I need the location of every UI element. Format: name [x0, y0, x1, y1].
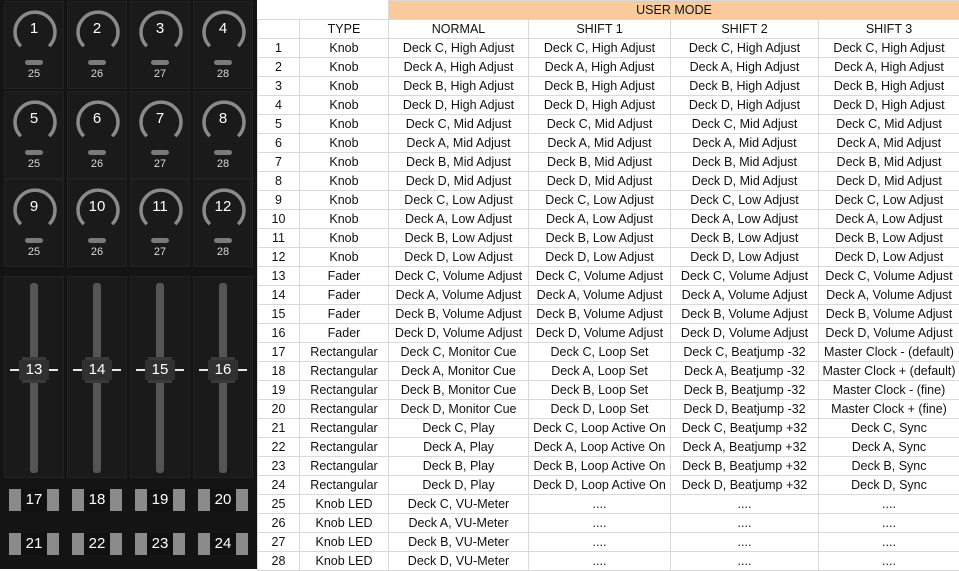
mapping-cell: Deck B, Volume Adjust — [389, 305, 529, 324]
mapping-cell: Deck D, High Adjust — [819, 96, 959, 115]
mapping-cell: .... — [529, 552, 671, 571]
type-cell: Fader — [300, 324, 389, 343]
table-row — [258, 115, 959, 134]
knob-led-indicator — [25, 238, 43, 243]
type-cell: Knob LED — [300, 514, 389, 533]
fader-number: 13 — [19, 360, 49, 380]
mapping-cell: Deck C, High Adjust — [671, 39, 819, 58]
table-row — [258, 495, 959, 514]
pad-number: 22 — [84, 533, 110, 555]
mapping-cell: Deck B, VU-Meter — [389, 533, 529, 552]
mapping-cell: Master Clock - (fine) — [819, 381, 959, 400]
fader[interactable] — [130, 276, 190, 478]
knob[interactable] — [67, 179, 127, 267]
table-row — [258, 286, 959, 305]
column-header: TYPE — [300, 20, 389, 39]
row-number: 8 — [258, 172, 300, 191]
mapping-cell: Deck B, Volume Adjust — [671, 305, 819, 324]
mapping-cell: Deck C, Play — [389, 419, 529, 438]
table-row — [258, 438, 959, 457]
table-row — [258, 343, 959, 362]
mapping-cell: Deck D, Volume Adjust — [819, 324, 959, 343]
mapping-cell: Deck A, Beatjump +32 — [671, 438, 819, 457]
knob-led-number: 25 — [5, 246, 63, 258]
header-empty-cell — [258, 20, 300, 39]
column-header-row — [258, 20, 959, 39]
type-cell: Rectangular — [300, 438, 389, 457]
knob-led-indicator — [151, 60, 169, 65]
row-number: 18 — [258, 362, 300, 381]
mapping-cell: Deck B, High Adjust — [819, 77, 959, 96]
row-number: 25 — [258, 495, 300, 514]
row-number: 26 — [258, 514, 300, 533]
table-row — [258, 457, 959, 476]
mapping-cell: Deck B, Monitor Cue — [389, 381, 529, 400]
mapping-cell: Deck C, High Adjust — [529, 39, 671, 58]
knob-led-number: 27 — [131, 158, 189, 170]
type-cell: Rectangular — [300, 343, 389, 362]
pad-number: 24 — [210, 533, 236, 555]
table-row — [258, 362, 959, 381]
mapping-cell: Deck B, Low Adjust — [389, 229, 529, 248]
type-cell: Knob — [300, 39, 389, 58]
mapping-cell: Deck C, Mid Adjust — [529, 115, 671, 134]
type-cell: Knob — [300, 115, 389, 134]
mapping-cell: Deck D, Low Adjust — [389, 248, 529, 267]
mapping-cell: Deck D, Low Adjust — [671, 248, 819, 267]
knob-led-number: 27 — [131, 68, 189, 80]
table-row — [258, 533, 959, 552]
type-cell: Knob — [300, 77, 389, 96]
knob-led-number: 25 — [5, 68, 63, 80]
type-cell: Knob — [300, 153, 389, 172]
table-row — [258, 229, 959, 248]
mapping-cell: Deck A, Low Adjust — [529, 210, 671, 229]
user-mode-header: USER MODE — [389, 1, 959, 20]
knob-led-number: 28 — [194, 246, 252, 258]
mapping-cell: Deck D, Low Adjust — [819, 248, 959, 267]
type-cell: Knob LED — [300, 552, 389, 571]
pad-number: 19 — [147, 489, 173, 511]
knob-number: 12 — [194, 198, 252, 215]
knob-number: 7 — [131, 110, 189, 127]
mapping-cell: Deck D, Mid Adjust — [819, 172, 959, 191]
table-row — [258, 267, 959, 286]
mapping-cell: Deck C, Loop Active On — [529, 419, 671, 438]
row-number: 17 — [258, 343, 300, 362]
table-row — [258, 400, 959, 419]
mapping-cell: Deck C, Loop Set — [529, 343, 671, 362]
mapping-cell: Deck A, Volume Adjust — [529, 286, 671, 305]
mapping-cell: Deck A, Mid Adjust — [819, 134, 959, 153]
mapping-cell: Deck C, High Adjust — [389, 39, 529, 58]
knob[interactable] — [4, 179, 64, 267]
knob-led-number: 28 — [194, 158, 252, 170]
row-number: 16 — [258, 324, 300, 343]
mapping-cell: .... — [819, 514, 959, 533]
knob-led-number: 25 — [5, 158, 63, 170]
table-row — [258, 381, 959, 400]
knob-number: 6 — [68, 110, 126, 127]
mapping-cell: Deck A, Mid Adjust — [389, 134, 529, 153]
mapping-cell: Deck A, Low Adjust — [819, 210, 959, 229]
column-header: SHIFT 1 — [529, 20, 671, 39]
type-cell: Knob — [300, 172, 389, 191]
mapping-cell: Deck B, High Adjust — [671, 77, 819, 96]
mapping-cell: Deck B, Mid Adjust — [529, 153, 671, 172]
mapping-cell: Deck B, Beatjump +32 — [671, 457, 819, 476]
row-number: 6 — [258, 134, 300, 153]
table-row — [258, 210, 959, 229]
type-cell: Rectangular — [300, 400, 389, 419]
mapping-cell: Deck B, Beatjump -32 — [671, 381, 819, 400]
pad-button[interactable] — [198, 533, 248, 555]
row-number: 12 — [258, 248, 300, 267]
mapping-cell: Deck A, Low Adjust — [671, 210, 819, 229]
mapping-cell: Deck A, Loop Set — [529, 362, 671, 381]
table-row — [258, 305, 959, 324]
mapping-cell: .... — [671, 514, 819, 533]
mapping-cell: Deck D, Volume Adjust — [671, 324, 819, 343]
knob-led-indicator — [214, 60, 232, 65]
row-number: 4 — [258, 96, 300, 115]
row-number: 1 — [258, 39, 300, 58]
mapping-cell: Deck D, VU-Meter — [389, 552, 529, 571]
type-cell: Knob LED — [300, 533, 389, 552]
mapping-cell: Deck A, High Adjust — [671, 58, 819, 77]
knob-led-number: 26 — [68, 158, 126, 170]
column-header: SHIFT 2 — [671, 20, 819, 39]
type-cell: Rectangular — [300, 476, 389, 495]
mapping-cell: Deck C, Beatjump +32 — [671, 419, 819, 438]
type-cell: Knob — [300, 248, 389, 267]
column-header: NORMAL — [389, 20, 529, 39]
pad-number: 17 — [21, 489, 47, 511]
knob[interactable] — [193, 1, 253, 89]
knob-led-number: 27 — [131, 246, 189, 258]
mapping-cell: Deck C, Volume Adjust — [819, 267, 959, 286]
column-header: SHIFT 3 — [819, 20, 959, 39]
mapping-cell: Deck D, High Adjust — [389, 96, 529, 115]
mapping-cell: Deck B, Low Adjust — [671, 229, 819, 248]
type-cell: Fader — [300, 286, 389, 305]
knob-number: 1 — [5, 20, 63, 37]
table-row — [258, 476, 959, 495]
row-number: 7 — [258, 153, 300, 172]
pad-number: 20 — [210, 489, 236, 511]
row-number: 21 — [258, 419, 300, 438]
knob-led-indicator — [214, 238, 232, 243]
mode-header-row — [258, 1, 959, 20]
mapping-cell: Deck B, Mid Adjust — [819, 153, 959, 172]
mapping-cell: Master Clock + (fine) — [819, 400, 959, 419]
fader-number: 15 — [145, 360, 175, 380]
mapping-cell: Deck A, Loop Active On — [529, 438, 671, 457]
knob-led-indicator — [25, 150, 43, 155]
table-row — [258, 172, 959, 191]
mapping-cell: Deck D, Volume Adjust — [389, 324, 529, 343]
mapping-cell: Deck A, Mid Adjust — [671, 134, 819, 153]
mapping-cell: Deck D, Loop Set — [529, 400, 671, 419]
knob-led-indicator — [88, 150, 106, 155]
mapping-cell: Deck C, Low Adjust — [819, 191, 959, 210]
type-cell: Knob LED — [300, 495, 389, 514]
table-row — [258, 514, 959, 533]
row-number: 2 — [258, 58, 300, 77]
mapping-cell: .... — [819, 552, 959, 571]
mapping-cell: Deck D, High Adjust — [529, 96, 671, 115]
mapping-cell: Deck C, Beatjump -32 — [671, 343, 819, 362]
knob-number: 5 — [5, 110, 63, 127]
mapping-cell: .... — [529, 495, 671, 514]
row-number: 3 — [258, 77, 300, 96]
mapping-table — [257, 0, 959, 571]
table-row — [258, 77, 959, 96]
mapping-cell: Deck B, Volume Adjust — [529, 305, 671, 324]
knob-number: 8 — [194, 110, 252, 127]
mapping-cell: Deck B, Loop Set — [529, 381, 671, 400]
pad-number: 21 — [21, 533, 47, 555]
table-row — [258, 39, 959, 58]
mapping-cell: Deck B, High Adjust — [389, 77, 529, 96]
mapping-cell: Deck C, Mid Adjust — [671, 115, 819, 134]
mapping-cell: Master Clock + (default) — [819, 362, 959, 381]
mapping-cell: Deck A, Low Adjust — [389, 210, 529, 229]
mapping-cell: Deck C, Monitor Cue — [389, 343, 529, 362]
knob-number: 4 — [194, 20, 252, 37]
table-row — [258, 419, 959, 438]
pad-button[interactable] — [9, 489, 59, 511]
knob-led-indicator — [25, 60, 43, 65]
knob-number: 2 — [68, 20, 126, 37]
knob-number: 10 — [68, 198, 126, 215]
mapping-cell: Deck C, Mid Adjust — [389, 115, 529, 134]
row-number: 15 — [258, 305, 300, 324]
pad-button[interactable] — [135, 489, 185, 511]
mapping-cell: Deck D, Mid Adjust — [529, 172, 671, 191]
knob[interactable] — [4, 1, 64, 89]
knob[interactable] — [130, 1, 190, 89]
type-cell: Knob — [300, 229, 389, 248]
mapping-cell: Deck B, Low Adjust — [529, 229, 671, 248]
mapping-cell: Master Clock - (default) — [819, 343, 959, 362]
table-row — [258, 324, 959, 343]
mapping-cell: Deck B, Loop Active On — [529, 457, 671, 476]
empty-cell — [258, 1, 389, 20]
knob-led-indicator — [151, 238, 169, 243]
knob-led-number: 26 — [68, 68, 126, 80]
pad-button[interactable] — [9, 533, 59, 555]
mapping-cell: Deck B, High Adjust — [529, 77, 671, 96]
mapping-cell: Deck D, Beatjump -32 — [671, 400, 819, 419]
fader[interactable] — [4, 276, 64, 478]
knob-led-indicator — [151, 150, 169, 155]
mapping-cell: Deck B, Low Adjust — [819, 229, 959, 248]
knob-number: 11 — [131, 198, 189, 215]
knob[interactable] — [67, 1, 127, 89]
mapping-cell: Deck A, Sync — [819, 438, 959, 457]
mapping-cell: Deck A, Volume Adjust — [389, 286, 529, 305]
knob[interactable] — [67, 91, 127, 179]
mapping-cell: .... — [819, 533, 959, 552]
row-number: 13 — [258, 267, 300, 286]
mapping-cell: Deck B, Mid Adjust — [389, 153, 529, 172]
mapping-cell: Deck A, VU-Meter — [389, 514, 529, 533]
table-row — [258, 191, 959, 210]
knob-number: 3 — [131, 20, 189, 37]
type-cell: Rectangular — [300, 381, 389, 400]
mapping-cell: Deck B, Mid Adjust — [671, 153, 819, 172]
knob-led-indicator — [214, 150, 232, 155]
mapping-cell: Deck D, Play — [389, 476, 529, 495]
table-row — [258, 552, 959, 571]
knob-led-number: 26 — [68, 246, 126, 258]
mapping-cell: Deck C, VU-Meter — [389, 495, 529, 514]
mapping-cell: Deck D, Beatjump +32 — [671, 476, 819, 495]
knob[interactable] — [193, 179, 253, 267]
mapping-cell: Deck C, Volume Adjust — [389, 267, 529, 286]
mapping-cell: .... — [529, 533, 671, 552]
type-cell: Rectangular — [300, 362, 389, 381]
table-row — [258, 153, 959, 172]
knob[interactable] — [130, 179, 190, 267]
mapping-cell: Deck A, High Adjust — [529, 58, 671, 77]
type-cell: Knob — [300, 134, 389, 153]
knob-number: 9 — [5, 198, 63, 215]
knob[interactable] — [193, 91, 253, 179]
row-number: 23 — [258, 457, 300, 476]
mapping-cell: Deck D, Mid Adjust — [671, 172, 819, 191]
mapping-cell: Deck C, Volume Adjust — [671, 267, 819, 286]
type-cell: Rectangular — [300, 457, 389, 476]
mapping-cell: Deck D, Volume Adjust — [529, 324, 671, 343]
type-cell: Knob — [300, 191, 389, 210]
row-number: 24 — [258, 476, 300, 495]
type-cell: Fader — [300, 305, 389, 324]
mapping-cell: Deck D, Mid Adjust — [389, 172, 529, 191]
mapping-cell: Deck A, High Adjust — [389, 58, 529, 77]
pad-number: 23 — [147, 533, 173, 555]
mapping-cell: .... — [671, 533, 819, 552]
fader[interactable] — [193, 276, 253, 478]
row-number: 11 — [258, 229, 300, 248]
mapping-cell: Deck B, Volume Adjust — [819, 305, 959, 324]
mapping-cell: Deck C, Volume Adjust — [529, 267, 671, 286]
knob[interactable] — [4, 91, 64, 179]
mapping-cell: Deck D, Sync — [819, 476, 959, 495]
mapping-cell: .... — [819, 495, 959, 514]
fader[interactable] — [67, 276, 127, 478]
knob-led-number: 28 — [194, 68, 252, 80]
mapping-cell: .... — [529, 514, 671, 533]
type-cell: Knob — [300, 210, 389, 229]
knob[interactable] — [130, 91, 190, 179]
controller-panel — [0, 0, 257, 569]
pad-button[interactable] — [72, 533, 122, 555]
mapping-cell: Deck C, Sync — [819, 419, 959, 438]
type-cell: Rectangular — [300, 419, 389, 438]
mapping-cell: Deck C, Low Adjust — [671, 191, 819, 210]
row-number: 5 — [258, 115, 300, 134]
mapping-cell: Deck A, Beatjump -32 — [671, 362, 819, 381]
mapping-cell: Deck C, Low Adjust — [529, 191, 671, 210]
row-number: 19 — [258, 381, 300, 400]
mapping-cell: Deck A, Volume Adjust — [819, 286, 959, 305]
mapping-cell: Deck C, Low Adjust — [389, 191, 529, 210]
pad-button[interactable] — [72, 489, 122, 511]
table-row — [258, 96, 959, 115]
mapping-cell: Deck D, Loop Active On — [529, 476, 671, 495]
mapping-cell: Deck A, Play — [389, 438, 529, 457]
mapping-cell: .... — [671, 552, 819, 571]
type-cell: Knob — [300, 96, 389, 115]
row-number: 14 — [258, 286, 300, 305]
mapping-cell: .... — [671, 495, 819, 514]
knob-led-indicator — [88, 238, 106, 243]
fader-number: 16 — [208, 360, 238, 380]
mapping-cell: Deck A, High Adjust — [819, 58, 959, 77]
mapping-cell: Deck B, Play — [389, 457, 529, 476]
mapping-table-container — [257, 0, 959, 569]
mapping-cell: Deck D, High Adjust — [671, 96, 819, 115]
mapping-cell: Deck A, Mid Adjust — [529, 134, 671, 153]
row-number: 28 — [258, 552, 300, 571]
row-number: 20 — [258, 400, 300, 419]
mapping-cell: Deck C, Mid Adjust — [819, 115, 959, 134]
mapping-cell: Deck D, Low Adjust — [529, 248, 671, 267]
row-number: 22 — [258, 438, 300, 457]
pad-button[interactable] — [135, 533, 185, 555]
mapping-cell: Deck B, Sync — [819, 457, 959, 476]
table-row — [258, 58, 959, 77]
row-number: 10 — [258, 210, 300, 229]
type-cell: Knob — [300, 58, 389, 77]
mapping-cell: Deck A, Volume Adjust — [671, 286, 819, 305]
mapping-cell: Deck A, Monitor Cue — [389, 362, 529, 381]
fader-number: 14 — [82, 360, 112, 380]
mapping-cell: Deck C, High Adjust — [819, 39, 959, 58]
pad-number: 18 — [84, 489, 110, 511]
type-cell: Fader — [300, 267, 389, 286]
pad-button[interactable] — [198, 489, 248, 511]
row-number: 27 — [258, 533, 300, 552]
row-number: 9 — [258, 191, 300, 210]
knob-led-indicator — [88, 60, 106, 65]
table-row — [258, 248, 959, 267]
table-row — [258, 134, 959, 153]
mapping-cell: Deck D, Monitor Cue — [389, 400, 529, 419]
